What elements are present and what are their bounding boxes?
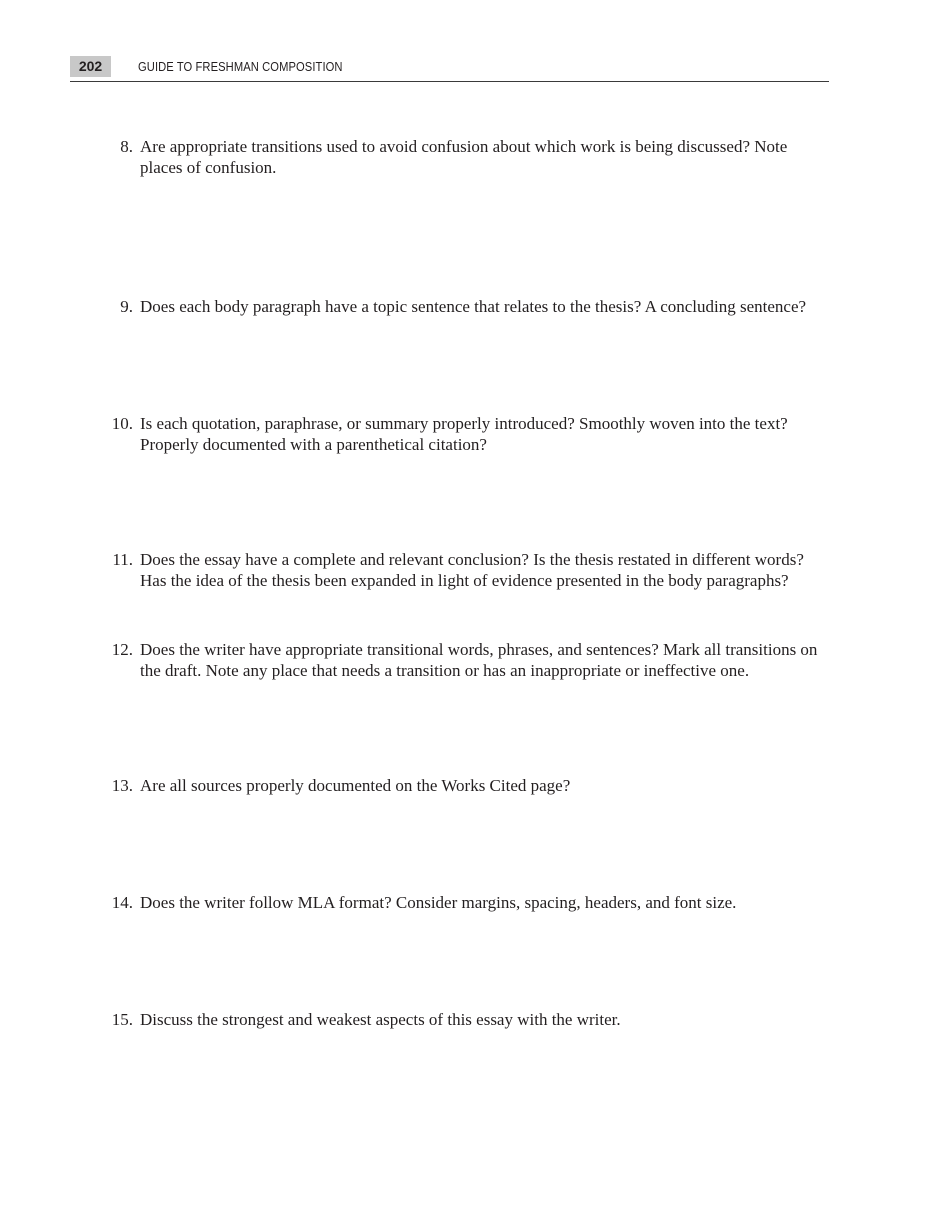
- question-text-line: Does the writer follow MLA format? Consider margins, spacing, headers, and font size.: [140, 893, 737, 912]
- question-number: 10.: [111, 414, 133, 433]
- question-text-line: Discuss the strongest and weakest aspects of this essay with the writer.: [140, 1010, 621, 1029]
- question-15: [100, 1010, 830, 1031]
- question-text-line: Properly documented with a parenthetical citation?: [140, 434, 487, 454]
- question-11: [100, 550, 830, 591]
- question-number: 11.: [112, 550, 133, 569]
- page-header: [70, 56, 829, 82]
- question-text-line: places of confusion.: [140, 157, 277, 177]
- question-number: 12.: [111, 640, 133, 659]
- question-text-line: Does the essay have a complete and relevant conclusion? Is the thesis restated in different words?: [140, 550, 804, 569]
- question-text-line: the draft. Note any place that needs a transition or has an inappropriate or ineffective one.: [140, 660, 750, 680]
- question-12: [100, 640, 830, 681]
- question-number: 15.: [111, 1010, 133, 1029]
- question-9: [100, 297, 830, 318]
- question-number: 8.: [120, 137, 133, 156]
- question-14: [100, 893, 830, 914]
- question-number: 9.: [120, 297, 133, 316]
- question-10: [100, 414, 830, 455]
- question-number: 14.: [111, 893, 133, 912]
- question-8: [100, 137, 830, 178]
- question-text-line: Are all sources properly documented on the Works Cited page?: [140, 776, 571, 795]
- question-text-line: Has the idea of the thesis been expanded in light of evidence presented in the body paragraphs?: [140, 570, 789, 590]
- question-text-line: Is each quotation, paraphrase, or summary properly introduced? Smoothly woven into the text?: [140, 414, 788, 433]
- running-title: GUIDE TO FRESHMAN COMPOSITION: [138, 59, 343, 74]
- question-text-line: Does the writer have appropriate transitional words, phrases, and sentences? Mark all transitions on: [140, 640, 818, 659]
- page-number: 202: [70, 56, 111, 77]
- question-text-line: Are appropriate transitions used to avoid confusion about which work is being discussed? Note: [140, 137, 788, 156]
- question-text-line: Does each body paragraph have a topic sentence that relates to the thesis? A concluding sentence?: [140, 297, 807, 316]
- question-number: 13.: [111, 776, 133, 795]
- question-13: [100, 776, 830, 797]
